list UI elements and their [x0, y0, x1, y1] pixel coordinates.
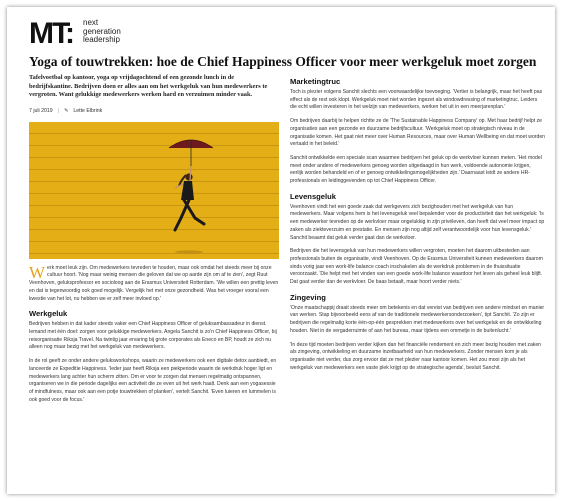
article-title: Yoga of touwtrekken: hoe de Chief Happiness Officer voor meer werkgeluk moet zorgen	[29, 54, 537, 69]
right-column	[290, 77, 545, 378]
section-heading-werkgeluk: Werkgeluk	[29, 309, 68, 319]
article-lead: Tafelvoetbal op kantoor, yoga op vrijdagochtend of een gezonde lunch in de bedrijfskantine. Bedrijven doen er alles aan om het werkgeluk van hun medewerkers te vergroten. Want gelukkige medewerkers werken hard en verzuimen minder vaak.	[29, 74, 268, 99]
marketingtruc-paragraph-2: Om bedrijven daarbij te helpen richtte ze de 'The Sustainable Happiness Company' op. Met haar bedrijf helpt ze organisaties aan een gezonde en duurzame bedrijfscultuur. 'Werkgeluk moet op strategisch niveau in de organisatie komen. Het gaat niet meer over Human Resources, maar over Human Wellbeing en dat moet worden vertaald in het beleid.'	[290, 118, 546, 148]
intro-paragraph	[29, 262, 279, 304]
marketingtruc-paragraph-3: Sanchit ontwikkelde een speciale scan waarmee bedrijven het geluk op de werkvloer kunnen meten. 'Het model meet onder andere of medewerkers genoeg worden uitgedaagd in hun werk, voldoende autonomie krijgen, eerlijk worden behandeld en of er genoeg ontwikkelingsmogelijkheden zijn.' Daarnaast leidt ze andere HR-professionals en leidinggevenden op tot Chief Happiness Officer.	[290, 154, 542, 185]
logo-line-1: next	[83, 18, 99, 27]
werkgeluk-paragraph-2: In de rol geeft ze onder andere geluksworkshops, waarin ze medewerkers ook een digitale detox aanbiedt, en lanceerde ze Expeditie Happiness. 'Ieder jaar heeft Riksja een piekperiode waarin de werkdruk hoger ligt en medewerkers lang achter hun scherm zitten. Om er voor te zorgen dat mensen regelmatig ontspannen, organiseren we in die periode dagelijks een activiteit die ze even uit het werk haalt. Denk aan een yogasessie of mindfulness, maar ook aan een potje touwtrekken of planken', vertelt Sanchit. 'Even luieren en lummelen is ook goed voor de focus.'	[29, 358, 277, 403]
section-heading-marketingtruc: Marketingtruc	[290, 77, 341, 86]
zingeving-paragraph-1: 'Onze maatschappij draait steeds meer om betekenis en dat vereist van bedrijven een andere mindset en manier van werken. Stap bijvoorbeeld eens af van de traditionele medewerkersonderzoeken', tipt Sanchit. 'Zo zijn er bedrijven die regelmatig korte één-op-één gesprekken met medewerkers over het werkgeluk en de ontwikkeling houden. Niet in de vergaderruimte of aan het bureau, maar tijdens een ommetje in de buitenlucht.'	[290, 304, 545, 334]
intro-text: erk moet leuk zijn. Om medewerkers tevreden te houden, maar ook omdat het steeds meer bij onze cultuur hoort. 'Nog maar weinig mensen die geloven dat we op aarde zijn om af te zien', zegt Ruut Veenhoven, geluksprofessor en socioloog aan de Erasmus Universiteit Rotterdam. 'We willen een prettig leven en dat is tegenwoordig ook goed mogelijk. Vergelijk het met onze gezondheid. Was het vroeger vooral een kwestie van het lot, nu hebben we er zelf meer invloed op.'	[29, 264, 279, 302]
author-name[interactable]: Lette Elbrink	[73, 107, 103, 114]
section-heading-levensgeluk: Levensgeluk	[290, 191, 337, 201]
marketingtruc-paragraph-1: Toch is plezier volgens Sanchit slechts een voorwaardelijke toevoeging. 'Vertier is belangrijk, maar het heeft pas effect als de rest ook klopt. Werkgeluk moet niet worden ingezet als windowdressing of marketingtruc. Leiders die echt willen investeren in het welzijn van medewerkers, werken het uit in een meerjarenplan.'	[290, 89, 543, 111]
logo-line-3: leadership	[83, 35, 120, 44]
author-icon: ✎	[64, 107, 69, 114]
logo-line-2: generation	[83, 26, 121, 36]
article-page	[7, 7, 555, 494]
article-meta	[29, 108, 279, 114]
left-column	[29, 74, 279, 410]
werkgeluk-paragraph-1: Bedrijven hebben in dat kader steeds vaker een Chief Happiness Officer of geluksambassadeur in dienst. Iemand met één doel: zorgen voor gelukkige medewerkers. Angela Sanchit is zo'n Chief Happiness Officer, bij reisorganisatie Riksja Travel. Na twintig jaar ervaring bij grote corporates als Eneco en BP, houdt ze zich nu alleen nog maar bezig met het werkgeluk van medewerkers.	[29, 321, 277, 351]
levensgeluk-paragraph-2: Bedrijven die het levensgeluk van hun medewerkers willen vergroten, moeten het daarom uitbesteden aan professionals buiten de organisatie, vindt Veenhoven. Op de Erasmus Universiteit kunnen medewerkers daarom sinds vorig jaar een work-life balance coach inschakelen als de werkdruk problemen in de thuissituatie veroorzaakt. 'Die helpt met het vinden van een goede work-life balance waardoor het leven als geheel leuk blijft. Dat gaat verder dan de werkvloer. De baas betaalt, maar hoort verder niets.'	[290, 248, 543, 286]
drop-cap: W	[29, 262, 46, 282]
logo-tagline	[83, 19, 121, 45]
umbrella-woman-illustration	[29, 122, 279, 259]
levensgeluk-paragraph-1: Veenhoven vindt het een goede zaak dat werkgevers zich bezighouden met het werkgeluk van hun medewerkers. Maar volgens hem is het levensgeluk veel bepalender voor de productiviteit dan het werkgeluk: 'Is een medewerker tevreden op de werkvloer maar ongelukkig in zijn privéleven, dan heeft dat veel meer impact op zaken als ziekteverzuim en prestatie. En mensen zijn nog altijd zelf verantwoordelijk voor hun levensgeluk.' Sanchit beaamt dat geluk verder gaat dan de werkvloer.	[290, 203, 545, 241]
zingeving-paragraph-2: 'In deze tijd moeten bedrijven verder kijken dan het financiële rendement en zich meer bezig houden met zaken als zingeving, ontwikkeling en duurzame inzetbaarheid van hun medewerkers. Zonder mensen kom je als organisatie niet verder, dus zorg ervoor dat ze met plezier naar kantoor komen. Het zou mooi zijn als het werkgeluk van medewerkers een vaste plek krijgt op de strategische agenda', besluit Sanchit.	[290, 341, 541, 371]
section-heading-zingeving: Zingeving	[290, 292, 326, 302]
hero-image	[29, 122, 279, 259]
logo-mark: MT:	[29, 17, 73, 50]
publish-date: 7 juli 2019	[29, 107, 53, 114]
meta-separator: |	[57, 107, 60, 114]
